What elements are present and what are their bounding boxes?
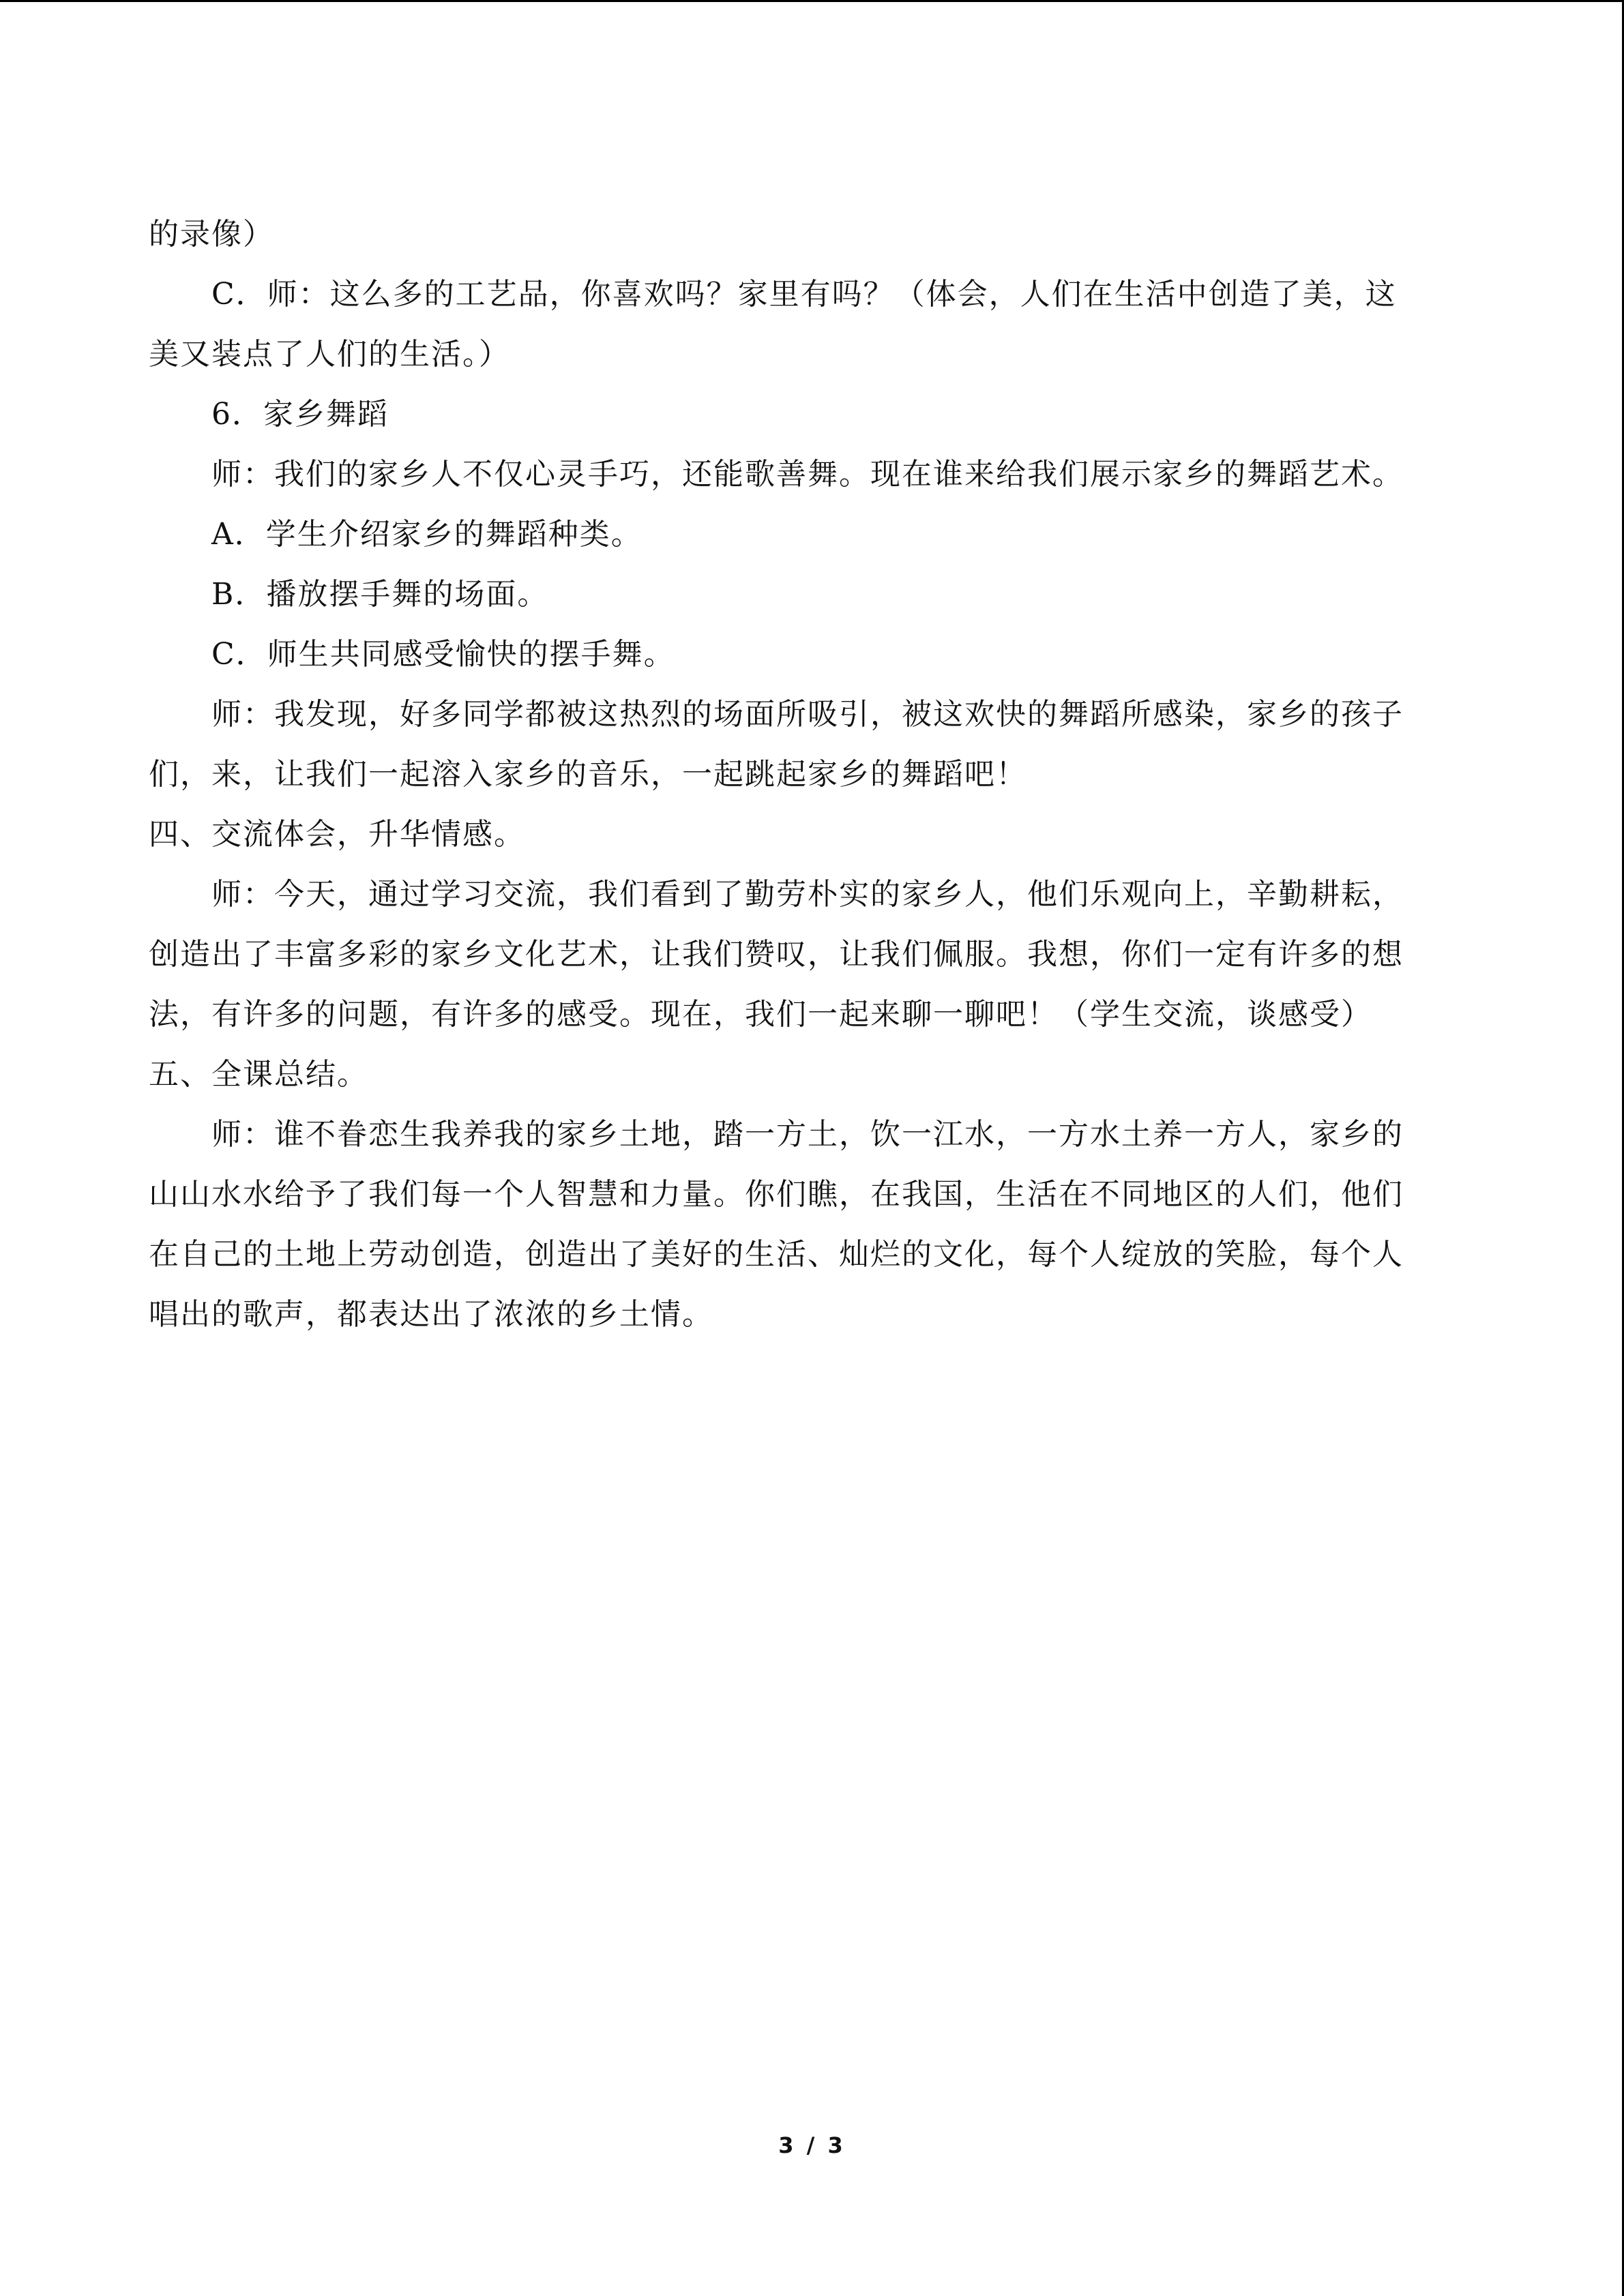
section-heading-four: 四、交流体会，升华情感。 xyxy=(149,817,525,852)
text-line-5: 师：我们的家乡人不仅心灵手巧，还能歌善舞。现在谁来给我们展示家乡的舞蹈艺术。 xyxy=(211,457,1404,492)
text-line-14: 法，有许多的问题，有许多的感受。现在，我们一起来聊一聊吧！（学生交流，谈感受） xyxy=(149,997,1372,1032)
text-line-13: 创造出了丰富多彩的家乡文化艺术，让我们赞叹，让我们佩服。我想，你们一定有许多的想 xyxy=(149,937,1404,972)
text-line-10: 们，来，让我们一起溶入家乡的音乐，一起跳起家乡的舞蹈吧！ xyxy=(149,757,1027,792)
section-heading-hometown-dance: 6．家乡舞蹈 xyxy=(211,397,389,432)
text-line-16: 师：谁不眷恋生我养我的家乡土地，踏一方土，饮一江水，一方水土养一方人，家乡的 xyxy=(211,1117,1404,1152)
text-line-9: 师：我发现，好多同学都被这热烈的场面所吸引，被这欢快的舞蹈所感染，家乡的孩子 xyxy=(211,697,1404,732)
text-line-3: 美又装点了人们的生活。） xyxy=(149,337,510,372)
list-item-c: C．师生共同感受愉快的摆手舞。 xyxy=(211,637,675,672)
text-line-1: 的录像） xyxy=(149,217,274,252)
text-line-17: 山山水水给予了我们每一个人智慧和力量。你们瞧，在我国，生活在不同地区的人们，他们 xyxy=(149,1177,1404,1212)
text-line-18: 在自己的土地上劳动创造，创造出了美好的生活、灿烂的文化，每个人绽放的笑脸，每个人 xyxy=(149,1237,1404,1272)
text-line-12: 师：今天，通过学习交流，我们看到了勤劳朴实的家乡人，他们乐观向上，辛勤耕耘， xyxy=(211,877,1404,912)
document-body xyxy=(149,205,1458,1345)
list-item-a: A．学生介绍家乡的舞蹈种类。 xyxy=(211,517,643,552)
section-heading-five: 五、全课总结。 xyxy=(149,1057,368,1092)
text-line-2: C．师：这么多的工艺品，你喜欢吗？家里有吗？（体会，人们在生活中创造了美，这 xyxy=(211,277,1397,312)
text-line-19: 唱出的歌声，都表达出了浓浓的乡土情。 xyxy=(149,1297,713,1332)
list-item-b: B．播放摆手舞的场面。 xyxy=(211,577,549,612)
page-number: 3 / 3 xyxy=(778,2132,846,2158)
